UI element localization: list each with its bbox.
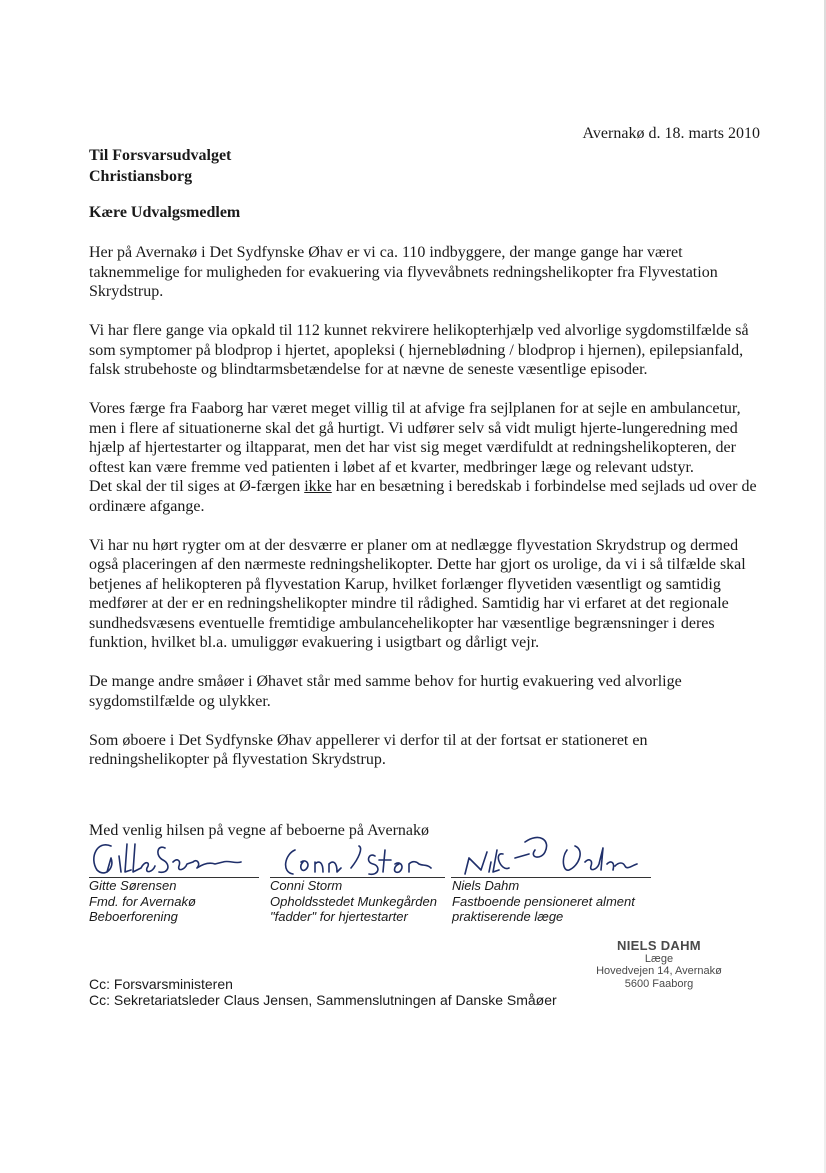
closing: Med venlig hilsen på vegne af beboerne på Avernakø [89, 822, 430, 839]
stamp-title: Læge [644, 952, 674, 965]
addressee-block [89, 145, 231, 187]
signatory-2 [270, 878, 437, 925]
signatory-name: Niels Dahm [452, 878, 520, 893]
signature-conni [286, 846, 431, 874]
signatory-1 [89, 878, 196, 925]
cc-line: Cc: Forsvarsministeren [89, 976, 233, 992]
signatory-name: Conni Storm [270, 878, 343, 893]
paragraph-text: har en besætning i beredskab i forbindelse med sejlads ud over de ordinære afgange. [89, 478, 757, 515]
paragraph: Vores færge fra Faaborg har været meget villig til at afvige fra sejlplanen for at sejle en ambulancetur, men i flere af situationerne skal det gå hurtigt. Vi udfører selv så vidt muligt hjerte-lungeredning med hjælp af hjertestarter og iltapparat, men det har vist sig meget værdifuldt at redningshelikopteren, der oftest kan være fremme ved patienten i løbet af et kvarter, medbringer læge og relevant udstyr. [89, 400, 741, 476]
stamp-city: 5600 Faaborg [624, 977, 694, 990]
letter-body [89, 243, 769, 789]
handwritten-signatures [89, 828, 669, 878]
emphasis-underlined: ikke [304, 478, 332, 495]
signatory-role: Opholdsstedet Munkegården [270, 893, 437, 909]
signatory-role: praktiserende læge [452, 909, 564, 924]
salutation: Kære Udvalgsmedlem [89, 204, 241, 221]
place-date: Avernakø d. 18. marts 2010 [582, 125, 760, 142]
signatory-3 [452, 878, 635, 925]
paragraph [89, 477, 769, 516]
paragraph: Vi har flere gange via opkald til 112 kunnet rekvirere helikopterhjælp ved alvorlige sygdomstilfælde så som symptomer på blodprop i hjertet, apopleksi ( hjerneblødning / blodprop i hjernen), epilepsianfald, falsk strubehoste og blindtarmsbetændelse for at nævne de seneste væsentlige episoder. [89, 322, 749, 378]
signatory-role: Fastboende pensioneret alment [452, 893, 635, 909]
stamp-address: Hovedvejen 14, Avernakø [596, 965, 722, 977]
signatory-role: "fadder" for hjertestarter [270, 909, 408, 924]
doctor-stamp [589, 940, 729, 990]
paragraph: Her på Avernakø i Det Sydfynske Øhav er vi ca. 110 indbyggere, der mange gange har været taknemmelige for muligheden for evakuering via flyvevåbnets redningshelikopter fra Flyvestation Skrydstrup. [89, 244, 718, 300]
paragraph: De mange andre småøer i Øhavet står med samme behov for hurtig evakuering ved alvorlige sygdomstilfælde og ulykker. [89, 673, 682, 710]
addressee-line: Christiansborg [89, 168, 193, 185]
signature-gitte [94, 844, 241, 873]
addressee-line: Til Forsvarsudvalget [89, 147, 232, 164]
paragraph-text: Det skal der til siges at Ø-færgen [89, 478, 305, 495]
signatory-name: Gitte Sørensen [89, 878, 177, 893]
paragraph: Som øboere i Det Sydfynske Øhav appellerer vi derfor til at der fortsat er stationeret en redningshelikopter på flyvestation Skrydstrup. [89, 731, 648, 768]
cc-list [89, 976, 557, 1008]
cc-line: Cc: Sekretariatsleder Claus Jensen, Sammenslutningen af Danske Småøer [89, 992, 557, 1008]
signatory-role: Fmd. for Avernakø [89, 893, 196, 909]
paragraph: Vi har nu hørt rygter om at der desværre er planer om at nedlægge flyvestation Skrydstrup og dermed også placeringen af den nærmeste redningshelikopter. Dette har gjort os urolige, da vi i så tilfælde skal betjenes af helikopteren på flyvestation Karup, hvilket forlænger flyvetiden væsentligt og samtidig medfører at der er en redningshelikopter mindre til rådighed. Samtidig har vi erfaret at det regionale sundhedsvæsens eventuelle fremtidige ambulancehelikopter har væsentlige begrænsninger i deres funktion, hvilket bl.a. umuliggør evakuering i usigtbart og dårligt vejr. [89, 536, 746, 651]
signatory-role: Beboerforening [89, 909, 178, 924]
signature-niels [465, 837, 637, 874]
stamp-name: NIELS DAHM [617, 938, 701, 953]
